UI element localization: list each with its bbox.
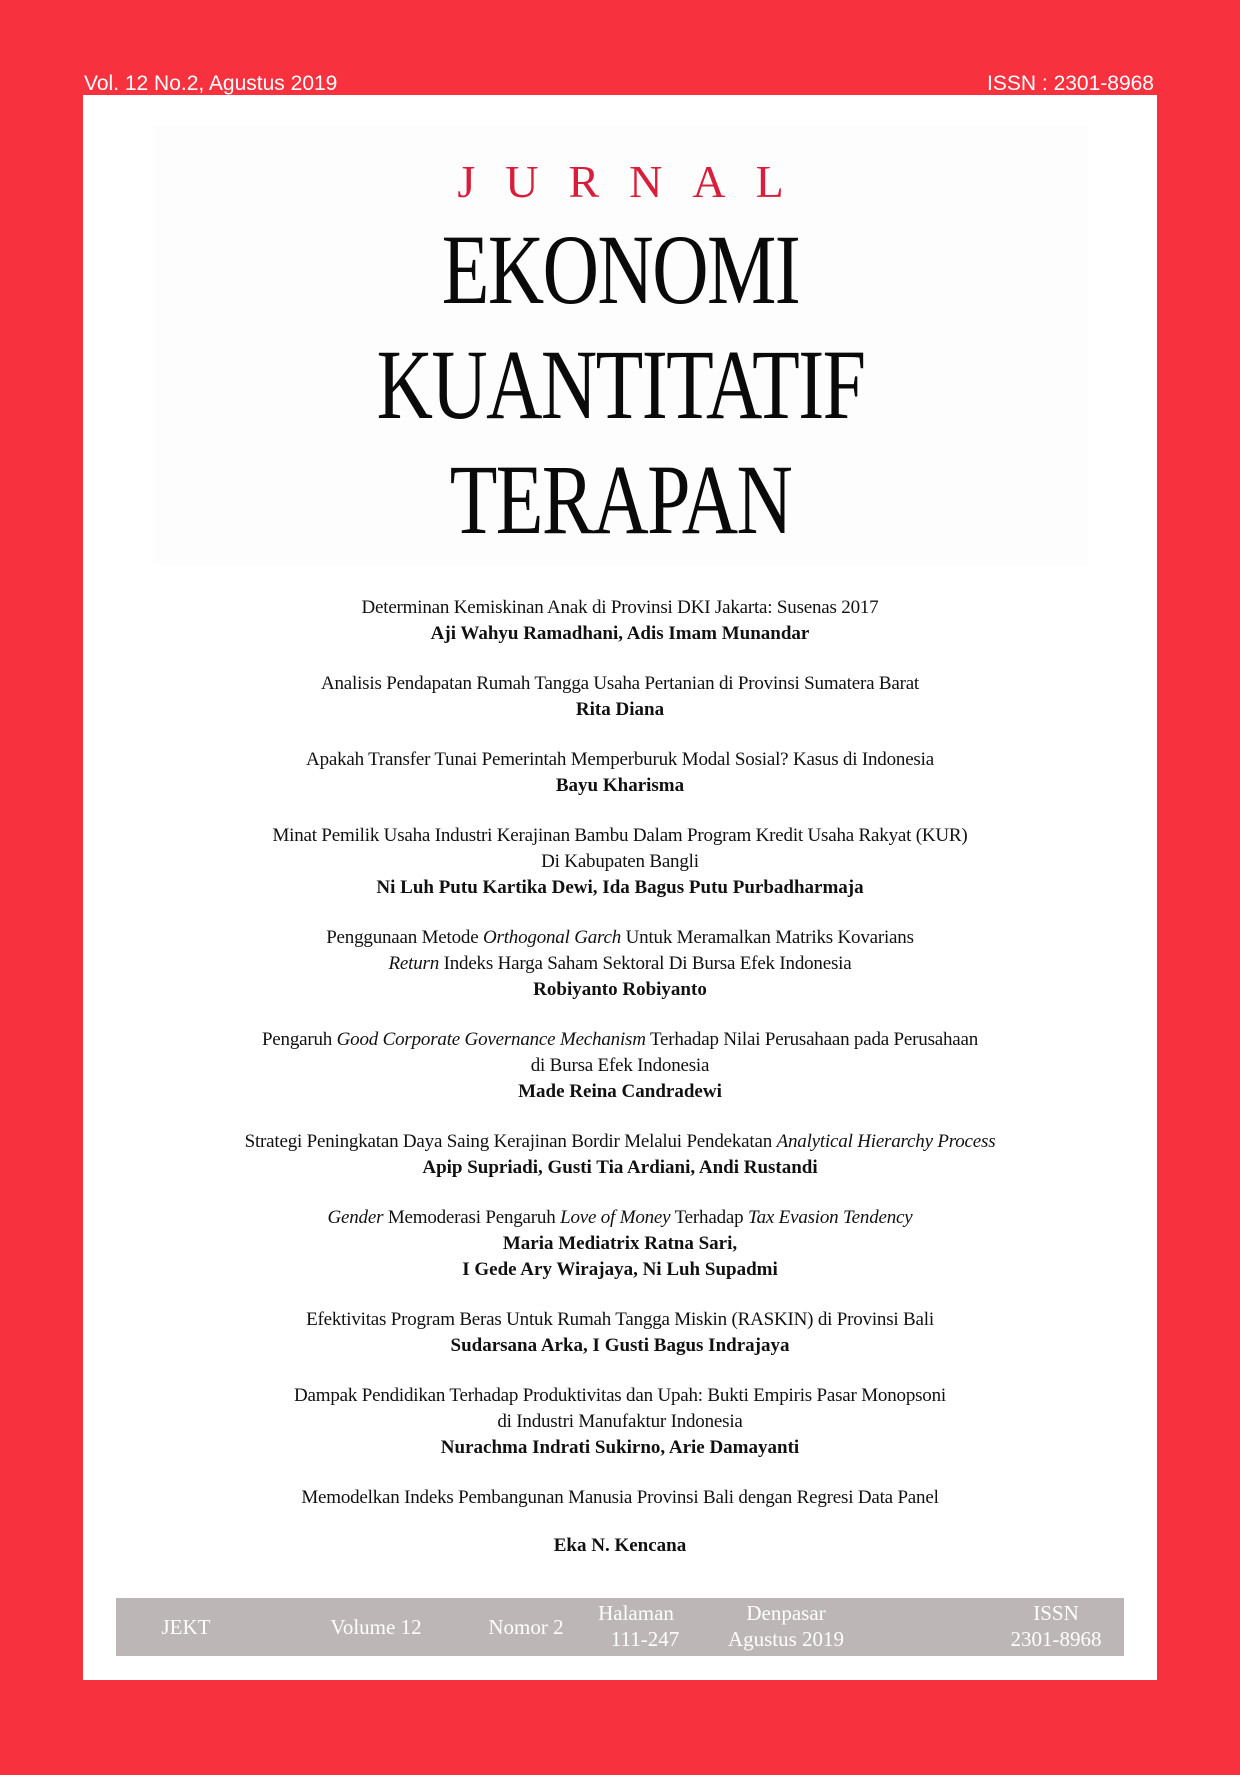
article-title-line: di Bursa Efek Indonesia [530,1055,710,1076]
italic-term: Analytical Hierarchy Process [776,1131,996,1152]
article-entry [83,925,1157,1003]
article-title-line: Gender Memoderasi Pengaruh Love of Money Terhadap Tax Evasion Tendency [327,1207,913,1228]
article-author: Maria Mediatrix Ratna Sari, [502,1233,738,1254]
footer-pages-label: Halaman [598,1601,674,1625]
article-author: Nurachma Indrati Sukirno, Arie Damayanti [440,1437,800,1458]
article-title-line: Strategi Peningkatan Daya Saing Kerajinan Bordir Melalui Pendekatan Analytical Hierarchy Process [244,1131,996,1152]
article-title-line: Apakah Transfer Tunai Pemerintah Memperburuk Modal Sosial? Kasus di Indonesia [306,749,934,770]
footer-pages [581,1601,691,1651]
italic-term: Orthogonal Garch [483,927,622,948]
article-author: Robiyanto Robiyanto [533,979,707,1000]
footer-city: Denpasar [746,1601,826,1625]
journal-masthead [153,125,1088,565]
article-title-line: Memodelkan Indeks Pembangunan Manusia Provinsi Bali dengan Regresi Data Panel [301,1487,939,1508]
article-entry [83,1307,1157,1359]
article-title-line: Di Kabupaten Bangli [541,851,699,872]
footer-issn-label: ISSN [1033,1601,1079,1625]
article-author: Made Reina Candradewi [518,1081,722,1102]
article-author: Bayu Kharisma [555,775,685,796]
article-entry [83,1027,1157,1105]
article-title-line: di Industri Manufaktur Indonesia [497,1411,743,1432]
article-entry [83,747,1157,799]
volume-info: Vol. 12 No.2, Agustus 2019 [84,72,338,95]
masthead-title-line: KUANTITATIF [376,329,865,440]
italic-term: Return [388,953,440,974]
italic-term: Good Corporate Governance Mechanism [336,1029,646,1050]
masthead-kicker: JURNAL [457,156,814,207]
article-entry [83,823,1157,901]
article-title-line: Penggunaan Metode Orthogonal Garch Untuk Meramalkan Matriks Kovarians [326,927,914,948]
masthead-title-line: EKONOMI [441,214,800,325]
footer-info-bar [116,1598,1124,1656]
article-author: Ni Luh Putu Kartika Dewi, Ida Bagus Putu Purbadharmaja [376,877,864,898]
article-title-line: Return Indeks Harga Saham Sektoral Di Bursa Efek Indonesia [388,953,852,974]
italic-term: Gender [327,1207,384,1228]
footer-place-date [706,1601,866,1651]
article-author: Aji Wahyu Ramadhani, Adis Imam Munandar [430,623,810,644]
footer-volume: Volume 12 [330,1615,422,1639]
table-of-contents [83,595,1157,1583]
article-title-line: Efektivitas Program Beras Untuk Rumah Tangga Miskin (RASKIN) di Provinsi Bali [306,1309,934,1330]
article-author: Apip Supriadi, Gusti Tia Ardiani, Andi Rustandi [422,1157,818,1178]
footer-date: Agustus 2019 [727,1627,845,1651]
article-author: I Gede Ary Wirajaya, Ni Luh Supadmi [462,1259,778,1280]
italic-term: Tax Evasion Tendency [747,1207,913,1228]
article-entry [83,671,1157,723]
footer-issn-value: 2301-8968 [1010,1627,1102,1651]
footer-issn [991,1601,1121,1651]
article-entry [83,1205,1157,1283]
masthead-title-line: TERAPAN [449,444,792,555]
article-title-line: Analisis Pendapatan Rumah Tangga Usaha Pertanian di Provinsi Sumatera Barat [320,673,920,694]
footer-number: Nomor 2 [488,1615,564,1639]
italic-term: Love of Money [560,1207,671,1228]
article-title-line: Pengaruh Good Corporate Governance Mechanism Terhadap Nilai Perusahaan pada Perusahaan [261,1029,979,1050]
article-entry [83,595,1157,647]
article-title-line: Minat Pemilik Usaha Industri Kerajinan Bambu Dalam Program Kredit Usaha Rakyat (KUR) [272,825,968,846]
spacer [83,1511,1157,1533]
article-author: Eka N. Kencana [553,1535,687,1556]
article-entry [83,1383,1157,1461]
article-author: Sudarsana Arka, I Gusti Bagus Indrajaya [450,1335,790,1356]
issn-header: ISSN : 2301-8968 [987,72,1154,95]
footer-pages-value: 111-247 [610,1627,680,1651]
article-title-line: Determinan Kemiskinan Anak di Provinsi DKI Jakarta: Susenas 2017 [361,597,879,618]
footer-journal-abbr: JEKT [161,1615,211,1639]
article-author: Rita Diana [575,699,665,720]
cover-panel [83,95,1157,1680]
article-entry [83,1129,1157,1181]
article-entry [83,1485,1157,1559]
article-title-line: Dampak Pendidikan Terhadap Produktivitas dan Upah: Bukti Empiris Pasar Monopsoni [294,1385,946,1406]
